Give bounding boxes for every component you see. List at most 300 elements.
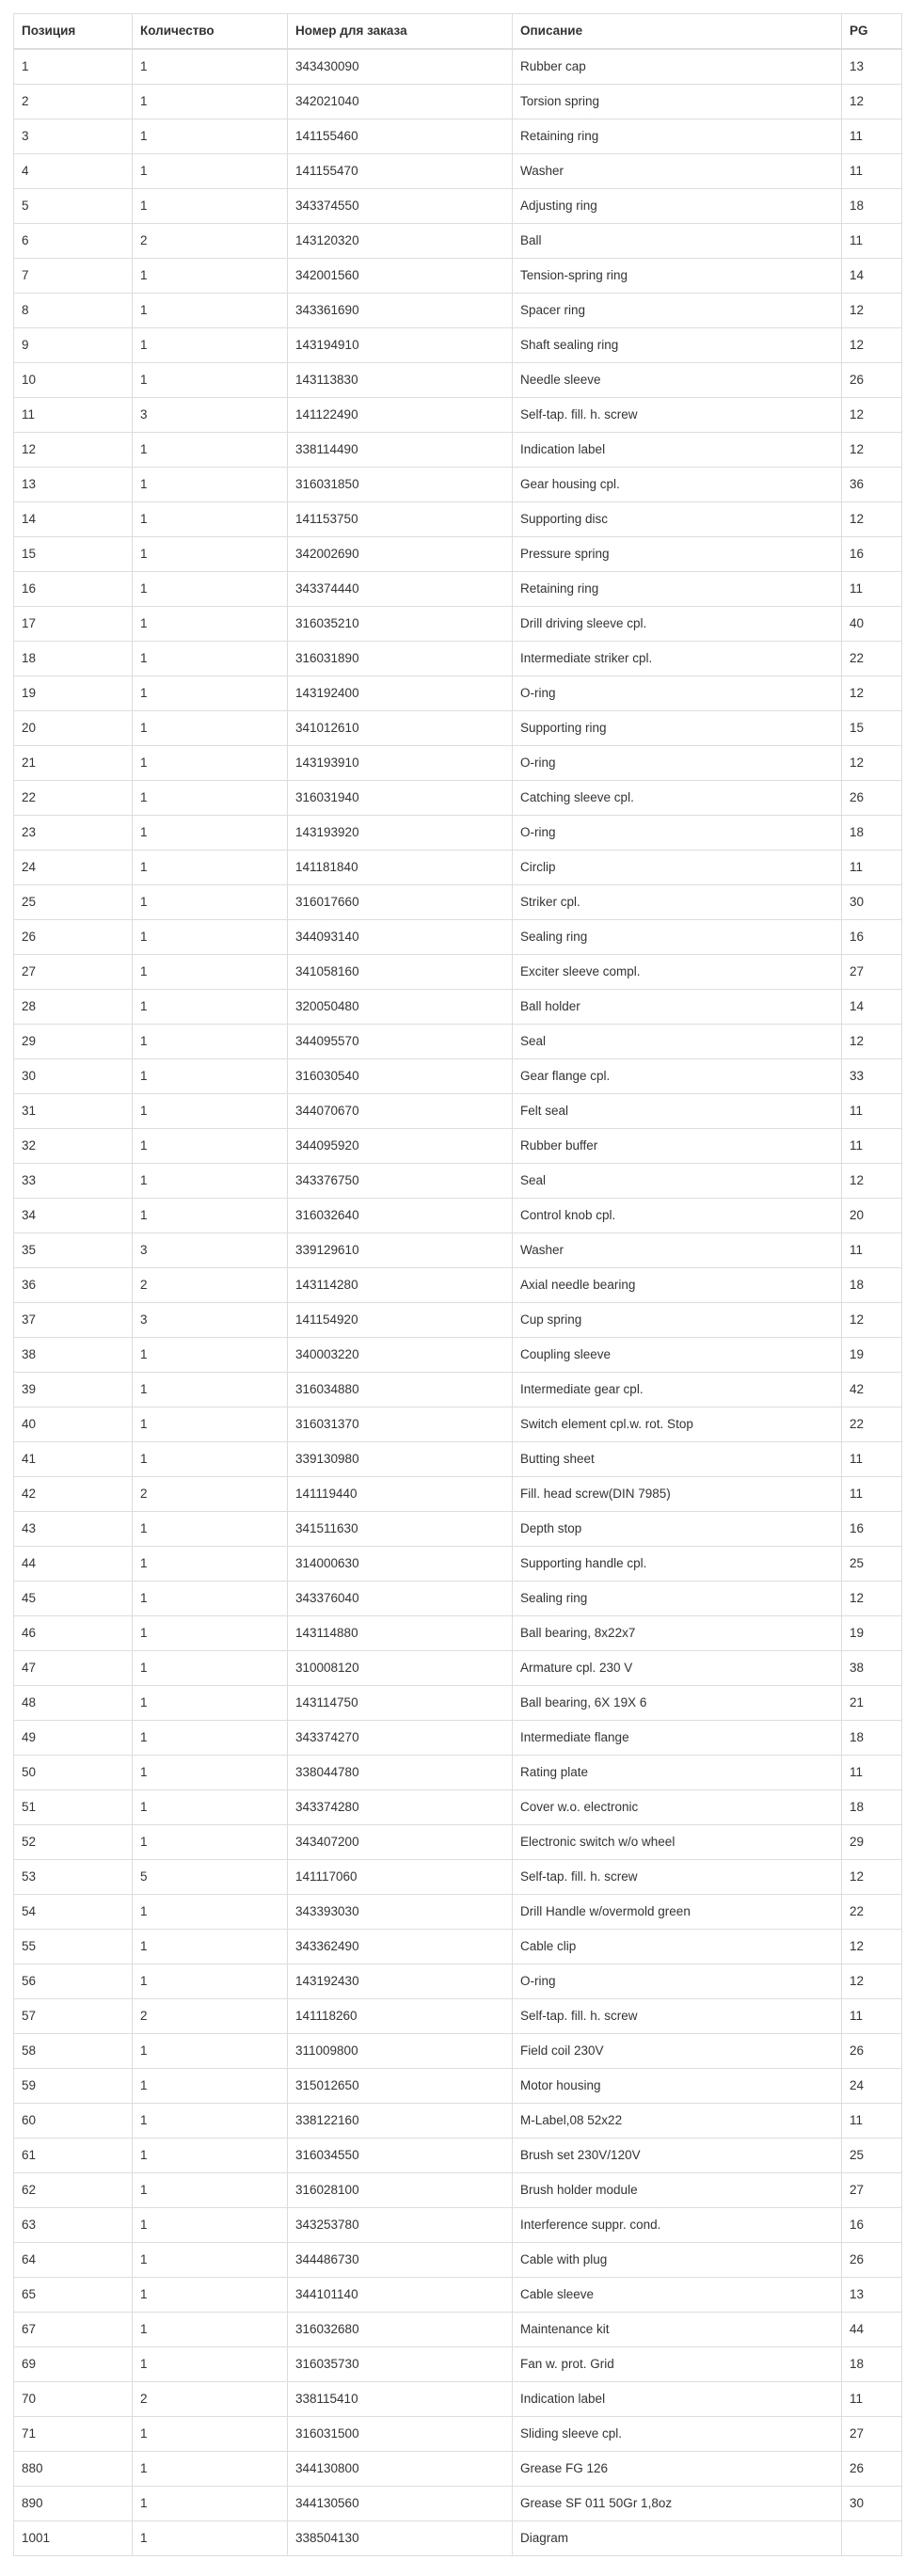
cell-pg: 12 bbox=[842, 433, 902, 468]
table-row bbox=[14, 1616, 902, 1651]
cell-quantity: 1 bbox=[133, 1338, 288, 1373]
cell-description: Spacer ring bbox=[513, 294, 842, 328]
cell-quantity: 1 bbox=[133, 851, 288, 885]
cell-order-number: 338122160 bbox=[288, 2104, 513, 2139]
cell-description: Depth stop bbox=[513, 1512, 842, 1547]
cell-pg: 26 bbox=[842, 2452, 902, 2487]
cell-quantity: 1 bbox=[133, 328, 288, 363]
cell-quantity: 1 bbox=[133, 1442, 288, 1477]
cell-pg: 26 bbox=[842, 781, 902, 816]
cell-order-number: 316031500 bbox=[288, 2417, 513, 2452]
cell-pg: 12 bbox=[842, 1930, 902, 1964]
table-row bbox=[14, 2382, 902, 2417]
cell-order-number: 344095920 bbox=[288, 1129, 513, 1164]
cell-description: Ball bbox=[513, 224, 842, 259]
cell-pg: 42 bbox=[842, 1373, 902, 1407]
cell-order-number: 343374550 bbox=[288, 189, 513, 224]
table-row bbox=[14, 1407, 902, 1442]
cell-order-number: 141122490 bbox=[288, 398, 513, 433]
cell-position: 16 bbox=[14, 572, 133, 607]
cell-description: Ball holder bbox=[513, 990, 842, 1025]
cell-quantity: 2 bbox=[133, 2382, 288, 2417]
cell-order-number: 344486730 bbox=[288, 2243, 513, 2278]
cell-position: 70 bbox=[14, 2382, 133, 2417]
cell-quantity: 1 bbox=[133, 502, 288, 537]
cell-description: Armature cpl. 230 V bbox=[513, 1651, 842, 1686]
cell-description: Indication label bbox=[513, 433, 842, 468]
cell-position: 14 bbox=[14, 502, 133, 537]
cell-order-number: 141181840 bbox=[288, 851, 513, 885]
cell-description: Drill driving sleeve cpl. bbox=[513, 607, 842, 642]
cell-pg: 18 bbox=[842, 1268, 902, 1303]
table-row bbox=[14, 885, 902, 920]
table-row bbox=[14, 1756, 902, 1790]
table-row bbox=[14, 1199, 902, 1233]
cell-quantity: 1 bbox=[133, 1895, 288, 1930]
cell-description: O-ring bbox=[513, 746, 842, 781]
cell-order-number: 343374270 bbox=[288, 1721, 513, 1756]
cell-pg: 11 bbox=[842, 1477, 902, 1512]
cell-description: Circlip bbox=[513, 851, 842, 885]
cell-quantity: 1 bbox=[133, 990, 288, 1025]
cell-order-number: 316034550 bbox=[288, 2139, 513, 2173]
cell-order-number: 143194910 bbox=[288, 328, 513, 363]
cell-pg: 11 bbox=[842, 1756, 902, 1790]
cell-quantity: 1 bbox=[133, 1616, 288, 1651]
table-row bbox=[14, 1895, 902, 1930]
cell-quantity: 1 bbox=[133, 2069, 288, 2104]
cell-pg: 18 bbox=[842, 1721, 902, 1756]
cell-order-number: 341012610 bbox=[288, 711, 513, 746]
cell-quantity: 1 bbox=[133, 642, 288, 676]
table-row bbox=[14, 468, 902, 502]
cell-quantity: 3 bbox=[133, 398, 288, 433]
cell-order-number: 316017660 bbox=[288, 885, 513, 920]
table-row bbox=[14, 1825, 902, 1860]
cell-position: 45 bbox=[14, 1582, 133, 1616]
cell-quantity: 1 bbox=[133, 259, 288, 294]
table-row bbox=[14, 816, 902, 851]
table-row bbox=[14, 1964, 902, 1999]
cell-quantity: 1 bbox=[133, 711, 288, 746]
table-row bbox=[14, 363, 902, 398]
cell-description: Washer bbox=[513, 154, 842, 189]
cell-pg: 12 bbox=[842, 1303, 902, 1338]
cell-order-number: 310008120 bbox=[288, 1651, 513, 1686]
table-row bbox=[14, 642, 902, 676]
cell-position: 48 bbox=[14, 1686, 133, 1721]
cell-quantity: 1 bbox=[133, 816, 288, 851]
cell-description: Coupling sleeve bbox=[513, 1338, 842, 1373]
table-row bbox=[14, 2521, 902, 2556]
cell-pg: 13 bbox=[842, 2278, 902, 2313]
table-row bbox=[14, 2452, 902, 2487]
cell-pg: 36 bbox=[842, 468, 902, 502]
cell-description: Rating plate bbox=[513, 1756, 842, 1790]
table-row bbox=[14, 1790, 902, 1825]
cell-description: Supporting disc bbox=[513, 502, 842, 537]
table-row bbox=[14, 433, 902, 468]
cell-position: 59 bbox=[14, 2069, 133, 2104]
cell-position: 38 bbox=[14, 1338, 133, 1373]
cell-description: Rubber buffer bbox=[513, 1129, 842, 1164]
header-order-number: Номер для заказа bbox=[288, 14, 513, 50]
cell-pg: 27 bbox=[842, 955, 902, 990]
table-row bbox=[14, 2347, 902, 2382]
cell-description: Indication label bbox=[513, 2382, 842, 2417]
cell-order-number: 143114750 bbox=[288, 1686, 513, 1721]
cell-pg: 26 bbox=[842, 363, 902, 398]
cell-quantity: 5 bbox=[133, 1860, 288, 1895]
table-row bbox=[14, 119, 902, 154]
cell-position: 43 bbox=[14, 1512, 133, 1547]
cell-position: 28 bbox=[14, 990, 133, 1025]
cell-quantity: 1 bbox=[133, 2487, 288, 2521]
table-row bbox=[14, 1303, 902, 1338]
cell-quantity: 1 bbox=[133, 119, 288, 154]
cell-position: 9 bbox=[14, 328, 133, 363]
cell-quantity: 1 bbox=[133, 1199, 288, 1233]
cell-position: 12 bbox=[14, 433, 133, 468]
cell-description: Sliding sleeve cpl. bbox=[513, 2417, 842, 2452]
cell-pg: 40 bbox=[842, 607, 902, 642]
cell-quantity: 1 bbox=[133, 2104, 288, 2139]
table-row bbox=[14, 49, 902, 85]
cell-quantity: 1 bbox=[133, 294, 288, 328]
cell-quantity: 1 bbox=[133, 1547, 288, 1582]
table-row bbox=[14, 1999, 902, 2034]
cell-order-number: 342001560 bbox=[288, 259, 513, 294]
cell-description: Cover w.o. electronic bbox=[513, 1790, 842, 1825]
cell-pg: 12 bbox=[842, 328, 902, 363]
cell-order-number: 143193910 bbox=[288, 746, 513, 781]
cell-pg: 11 bbox=[842, 572, 902, 607]
cell-quantity: 1 bbox=[133, 1129, 288, 1164]
cell-description: Needle sleeve bbox=[513, 363, 842, 398]
table-row bbox=[14, 2173, 902, 2208]
table-row bbox=[14, 154, 902, 189]
cell-position: 27 bbox=[14, 955, 133, 990]
cell-description: Motor housing bbox=[513, 2069, 842, 2104]
table-row bbox=[14, 1547, 902, 1582]
cell-description: Axial needle bearing bbox=[513, 1268, 842, 1303]
table-row bbox=[14, 711, 902, 746]
cell-order-number: 141153750 bbox=[288, 502, 513, 537]
cell-order-number: 343362490 bbox=[288, 1930, 513, 1964]
cell-order-number: 320050480 bbox=[288, 990, 513, 1025]
cell-description: Catching sleeve cpl. bbox=[513, 781, 842, 816]
cell-pg: 11 bbox=[842, 1999, 902, 2034]
cell-order-number: 344070670 bbox=[288, 1094, 513, 1129]
cell-description: Retaining ring bbox=[513, 119, 842, 154]
cell-order-number: 141118260 bbox=[288, 1999, 513, 2034]
cell-quantity: 1 bbox=[133, 2208, 288, 2243]
cell-description: Interference suppr. cond. bbox=[513, 2208, 842, 2243]
cell-order-number: 343376750 bbox=[288, 1164, 513, 1199]
cell-position: 13 bbox=[14, 468, 133, 502]
cell-order-number: 316034880 bbox=[288, 1373, 513, 1407]
cell-description: Intermediate gear cpl. bbox=[513, 1373, 842, 1407]
cell-pg: 12 bbox=[842, 1964, 902, 1999]
cell-pg: 16 bbox=[842, 2208, 902, 2243]
cell-quantity: 1 bbox=[133, 920, 288, 955]
cell-description: Fill. head screw(DIN 7985) bbox=[513, 1477, 842, 1512]
cell-pg bbox=[842, 2521, 902, 2556]
cell-order-number: 338115410 bbox=[288, 2382, 513, 2417]
cell-position: 36 bbox=[14, 1268, 133, 1303]
cell-pg: 30 bbox=[842, 885, 902, 920]
cell-pg: 12 bbox=[842, 398, 902, 433]
cell-description: Gear housing cpl. bbox=[513, 468, 842, 502]
cell-position: 49 bbox=[14, 1721, 133, 1756]
cell-position: 29 bbox=[14, 1025, 133, 1059]
cell-quantity: 1 bbox=[133, 1025, 288, 1059]
cell-quantity: 1 bbox=[133, 189, 288, 224]
table-row bbox=[14, 294, 902, 328]
cell-quantity: 2 bbox=[133, 224, 288, 259]
table-row bbox=[14, 1860, 902, 1895]
cell-quantity: 1 bbox=[133, 468, 288, 502]
cell-quantity: 3 bbox=[133, 1303, 288, 1338]
cell-position: 17 bbox=[14, 607, 133, 642]
cell-pg: 11 bbox=[842, 1129, 902, 1164]
table-row bbox=[14, 1338, 902, 1373]
cell-position: 24 bbox=[14, 851, 133, 885]
cell-description: Cup spring bbox=[513, 1303, 842, 1338]
cell-position: 890 bbox=[14, 2487, 133, 2521]
cell-quantity: 1 bbox=[133, 1059, 288, 1094]
table-row bbox=[14, 2313, 902, 2347]
cell-order-number: 316030540 bbox=[288, 1059, 513, 1094]
cell-description: Washer bbox=[513, 1233, 842, 1268]
cell-description: Switch element cpl.w. rot. Stop bbox=[513, 1407, 842, 1442]
cell-order-number: 141117060 bbox=[288, 1860, 513, 1895]
cell-pg: 16 bbox=[842, 920, 902, 955]
cell-order-number: 143193920 bbox=[288, 816, 513, 851]
cell-pg: 26 bbox=[842, 2034, 902, 2069]
table-row bbox=[14, 572, 902, 607]
cell-order-number: 316028100 bbox=[288, 2173, 513, 2208]
table-row bbox=[14, 1268, 902, 1303]
cell-pg: 20 bbox=[842, 1199, 902, 1233]
cell-quantity: 1 bbox=[133, 1721, 288, 1756]
cell-description: Rubber cap bbox=[513, 49, 842, 85]
table-row bbox=[14, 2069, 902, 2104]
cell-order-number: 141155460 bbox=[288, 119, 513, 154]
cell-quantity: 1 bbox=[133, 1790, 288, 1825]
table-row bbox=[14, 2139, 902, 2173]
cell-position: 8 bbox=[14, 294, 133, 328]
cell-order-number: 344101140 bbox=[288, 2278, 513, 2313]
cell-order-number: 338504130 bbox=[288, 2521, 513, 2556]
cell-description: Butting sheet bbox=[513, 1442, 842, 1477]
cell-description: Cable sleeve bbox=[513, 2278, 842, 2313]
table-row bbox=[14, 920, 902, 955]
cell-pg: 12 bbox=[842, 294, 902, 328]
table-row bbox=[14, 955, 902, 990]
cell-quantity: 2 bbox=[133, 1999, 288, 2034]
cell-pg: 33 bbox=[842, 1059, 902, 1094]
cell-quantity: 1 bbox=[133, 781, 288, 816]
cell-order-number: 343253780 bbox=[288, 2208, 513, 2243]
cell-position: 15 bbox=[14, 537, 133, 572]
cell-quantity: 2 bbox=[133, 1268, 288, 1303]
cell-order-number: 344093140 bbox=[288, 920, 513, 955]
cell-description: Supporting handle cpl. bbox=[513, 1547, 842, 1582]
cell-description: Sealing ring bbox=[513, 1582, 842, 1616]
cell-order-number: 344130560 bbox=[288, 2487, 513, 2521]
cell-position: 39 bbox=[14, 1373, 133, 1407]
cell-pg: 21 bbox=[842, 1686, 902, 1721]
cell-quantity: 1 bbox=[133, 1651, 288, 1686]
cell-description: O-ring bbox=[513, 1964, 842, 1999]
cell-order-number: 314000630 bbox=[288, 1547, 513, 1582]
cell-position: 58 bbox=[14, 2034, 133, 2069]
header-description: Описание bbox=[513, 14, 842, 50]
cell-pg: 26 bbox=[842, 2243, 902, 2278]
table-row bbox=[14, 1651, 902, 1686]
cell-description: Torsion spring bbox=[513, 85, 842, 119]
cell-pg: 18 bbox=[842, 2347, 902, 2382]
cell-order-number: 339129610 bbox=[288, 1233, 513, 1268]
cell-pg: 38 bbox=[842, 1651, 902, 1686]
cell-order-number: 315012650 bbox=[288, 2069, 513, 2104]
cell-order-number: 141155470 bbox=[288, 154, 513, 189]
cell-position: 54 bbox=[14, 1895, 133, 1930]
cell-position: 56 bbox=[14, 1964, 133, 1999]
cell-quantity: 1 bbox=[133, 2278, 288, 2313]
table-row bbox=[14, 502, 902, 537]
cell-order-number: 339130980 bbox=[288, 1442, 513, 1477]
cell-quantity: 1 bbox=[133, 154, 288, 189]
cell-order-number: 316032640 bbox=[288, 1199, 513, 1233]
cell-description: Shaft sealing ring bbox=[513, 328, 842, 363]
cell-position: 71 bbox=[14, 2417, 133, 2452]
cell-order-number: 338044780 bbox=[288, 1756, 513, 1790]
table-row bbox=[14, 537, 902, 572]
cell-pg: 11 bbox=[842, 2104, 902, 2139]
cell-description: Fan w. prot. Grid bbox=[513, 2347, 842, 2382]
cell-order-number: 340003220 bbox=[288, 1338, 513, 1373]
cell-order-number: 316031370 bbox=[288, 1407, 513, 1442]
cell-description: Seal bbox=[513, 1025, 842, 1059]
cell-description: Control knob cpl. bbox=[513, 1199, 842, 1233]
cell-description: Ball bearing, 8x22x7 bbox=[513, 1616, 842, 1651]
cell-pg: 12 bbox=[842, 502, 902, 537]
table-row bbox=[14, 2417, 902, 2452]
table-row bbox=[14, 398, 902, 433]
table-row bbox=[14, 1582, 902, 1616]
cell-position: 18 bbox=[14, 642, 133, 676]
cell-order-number: 141154920 bbox=[288, 1303, 513, 1338]
cell-order-number: 316031940 bbox=[288, 781, 513, 816]
table-row bbox=[14, 2487, 902, 2521]
cell-pg: 11 bbox=[842, 119, 902, 154]
cell-position: 11 bbox=[14, 398, 133, 433]
cell-position: 61 bbox=[14, 2139, 133, 2173]
cell-description: Intermediate striker cpl. bbox=[513, 642, 842, 676]
table-row bbox=[14, 1129, 902, 1164]
cell-pg: 25 bbox=[842, 2139, 902, 2173]
cell-position: 35 bbox=[14, 1233, 133, 1268]
cell-pg: 12 bbox=[842, 1582, 902, 1616]
cell-position: 51 bbox=[14, 1790, 133, 1825]
cell-position: 62 bbox=[14, 2173, 133, 2208]
cell-pg: 11 bbox=[842, 1442, 902, 1477]
cell-position: 33 bbox=[14, 1164, 133, 1199]
table-row bbox=[14, 1442, 902, 1477]
cell-description: Brush set 230V/120V bbox=[513, 2139, 842, 2173]
cell-pg: 16 bbox=[842, 1512, 902, 1547]
cell-order-number: 143114280 bbox=[288, 1268, 513, 1303]
cell-pg: 11 bbox=[842, 154, 902, 189]
cell-quantity: 1 bbox=[133, 2313, 288, 2347]
cell-quantity: 1 bbox=[133, 1512, 288, 1547]
cell-description: Grease SF 011 50Gr 1,8oz bbox=[513, 2487, 842, 2521]
cell-description: Adjusting ring bbox=[513, 189, 842, 224]
cell-position: 55 bbox=[14, 1930, 133, 1964]
cell-position: 50 bbox=[14, 1756, 133, 1790]
cell-order-number: 343374280 bbox=[288, 1790, 513, 1825]
cell-order-number: 311009800 bbox=[288, 2034, 513, 2069]
cell-description: Pressure spring bbox=[513, 537, 842, 572]
cell-order-number: 343361690 bbox=[288, 294, 513, 328]
cell-quantity: 1 bbox=[133, 2243, 288, 2278]
cell-quantity: 1 bbox=[133, 1825, 288, 1860]
table-row bbox=[14, 1094, 902, 1129]
cell-pg: 14 bbox=[842, 990, 902, 1025]
cell-description: Maintenance kit bbox=[513, 2313, 842, 2347]
table-row bbox=[14, 2034, 902, 2069]
cell-order-number: 316032680 bbox=[288, 2313, 513, 2347]
cell-order-number: 143114880 bbox=[288, 1616, 513, 1651]
cell-description: Ball bearing, 6X 19X 6 bbox=[513, 1686, 842, 1721]
table-row bbox=[14, 851, 902, 885]
cell-pg: 12 bbox=[842, 1025, 902, 1059]
table-row bbox=[14, 2104, 902, 2139]
cell-pg: 12 bbox=[842, 1860, 902, 1895]
cell-pg: 11 bbox=[842, 224, 902, 259]
cell-position: 19 bbox=[14, 676, 133, 711]
table-row bbox=[14, 1233, 902, 1268]
cell-position: 6 bbox=[14, 224, 133, 259]
cell-description: Exciter sleeve compl. bbox=[513, 955, 842, 990]
cell-quantity: 3 bbox=[133, 1233, 288, 1268]
cell-description: O-ring bbox=[513, 816, 842, 851]
cell-position: 21 bbox=[14, 746, 133, 781]
cell-position: 26 bbox=[14, 920, 133, 955]
cell-position: 880 bbox=[14, 2452, 133, 2487]
cell-description: Field coil 230V bbox=[513, 2034, 842, 2069]
cell-position: 57 bbox=[14, 1999, 133, 2034]
cell-description: Gear flange cpl. bbox=[513, 1059, 842, 1094]
cell-position: 1 bbox=[14, 49, 133, 85]
table-row bbox=[14, 781, 902, 816]
cell-position: 42 bbox=[14, 1477, 133, 1512]
cell-position: 44 bbox=[14, 1547, 133, 1582]
cell-quantity: 2 bbox=[133, 1477, 288, 1512]
cell-order-number: 343393030 bbox=[288, 1895, 513, 1930]
table-row bbox=[14, 607, 902, 642]
cell-description: Cable clip bbox=[513, 1930, 842, 1964]
cell-description: Seal bbox=[513, 1164, 842, 1199]
cell-pg: 22 bbox=[842, 1895, 902, 1930]
table-row bbox=[14, 746, 902, 781]
cell-quantity: 1 bbox=[133, 2417, 288, 2452]
cell-position: 37 bbox=[14, 1303, 133, 1338]
cell-position: 10 bbox=[14, 363, 133, 398]
cell-pg: 25 bbox=[842, 1547, 902, 1582]
